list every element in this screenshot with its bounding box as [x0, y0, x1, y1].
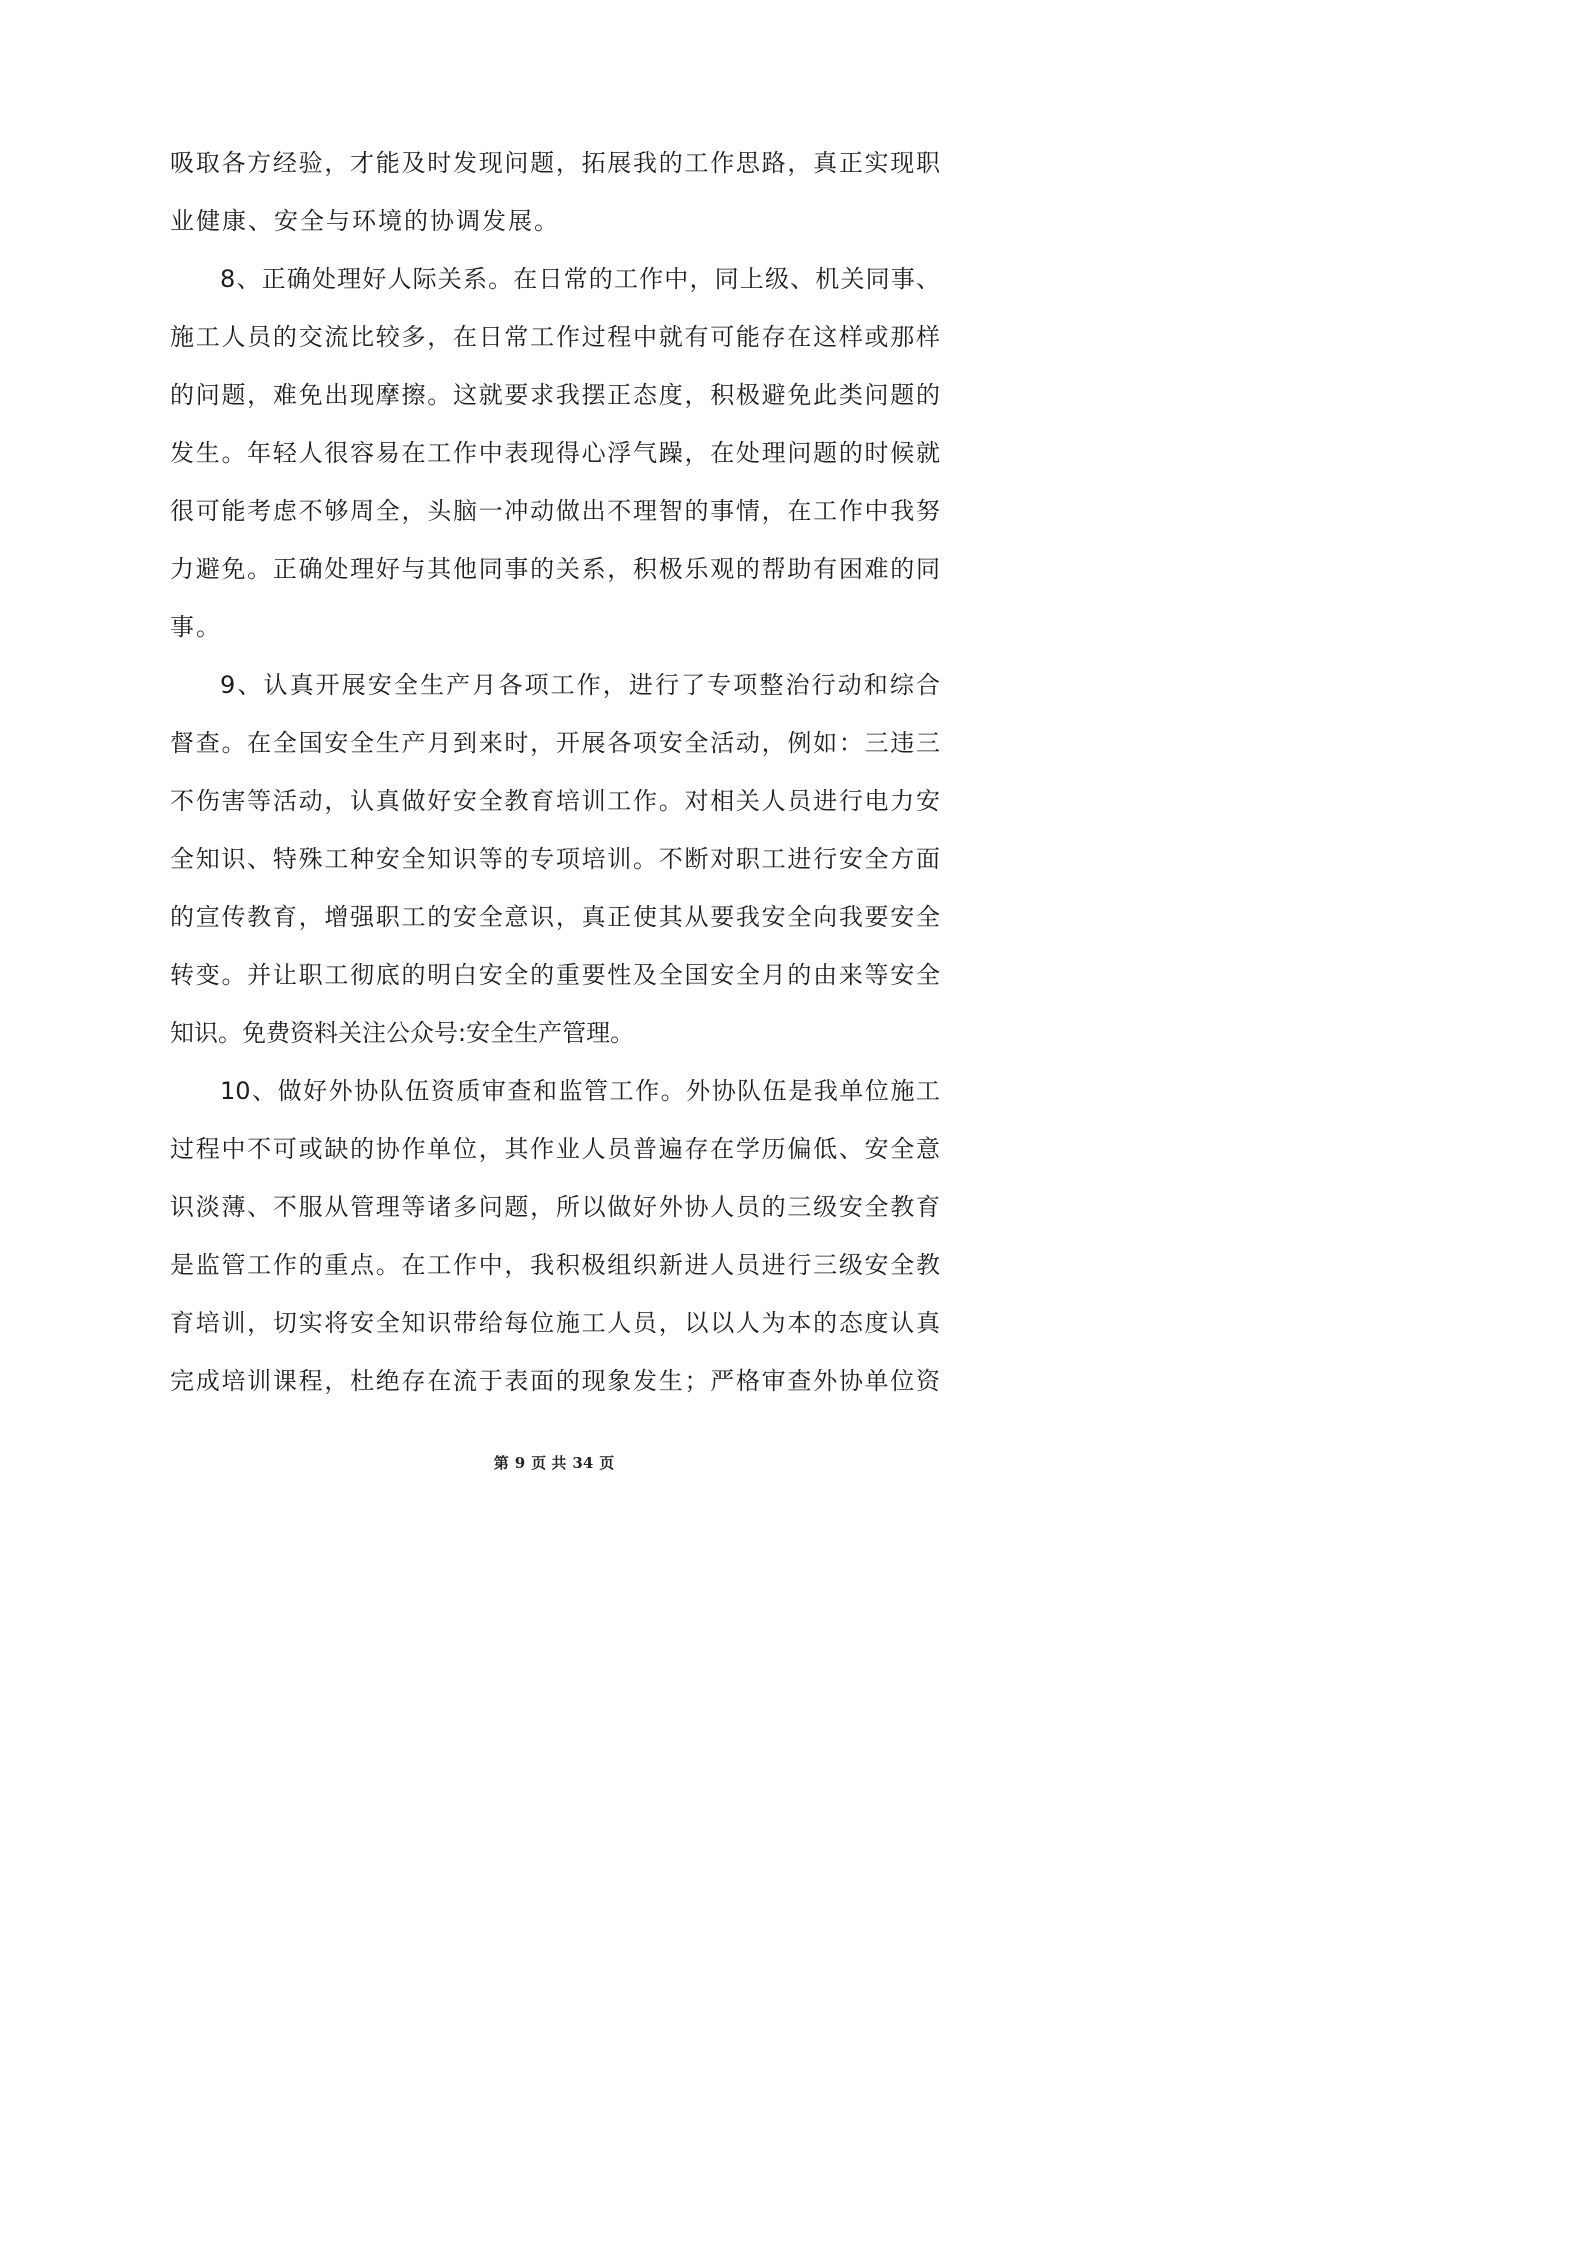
text-line: 的问题，难免出现摩擦。这就要求我摆正态度，积极避免此类问题的: [170, 381, 940, 409]
text-line: 完成培训课程，杜绝存在流于表面的现象发生；严格审查外协单位资: [170, 1367, 940, 1395]
text-line: 的宣传教育，增强职工的安全意识，真正使其从要我安全向我要安全: [170, 903, 940, 931]
paragraph-first-line: 8、正确处理好人际关系。在日常的工作中，同上级、机关同事、: [220, 265, 940, 293]
text-line: 不伤害等活动，认真做好安全教育培训工作。对相关人员进行电力安: [170, 787, 940, 815]
text-line: 识淡薄、不服从管理等诸多问题，所以做好外协人员的三级安全教育: [170, 1193, 940, 1221]
text-line: 施工人员的交流比较多，在日常工作过程中就有可能存在这样或那样: [170, 323, 940, 351]
text-line: 育培训，切实将安全知识带给每位施工人员，以以人为本的态度认真: [170, 1309, 940, 1337]
text-line: 力避免。正确处理好与其他同事的关系，积极乐观的帮助有困难的同: [170, 555, 940, 583]
paragraph-first-line: 9、认真开展安全生产月各项工作，进行了专项整治行动和综合: [220, 671, 940, 699]
text-line: 发生。年轻人很容易在工作中表现得心浮气躁，在处理问题的时候就: [170, 439, 940, 467]
page-footer: [0, 1452, 1108, 1473]
paragraph-first-line: 10、做好外协队伍资质审查和监管工作。外协队伍是我单位施工: [220, 1077, 940, 1105]
footer-suffix: 页: [599, 1454, 615, 1472]
total-pages-number: 34: [572, 1454, 594, 1472]
text-line: 是监管工作的重点。在工作中，我积极组织新进人员进行三级安全教: [170, 1251, 940, 1279]
text-line: 过程中不可或缺的协作单位，其作业人员普遍存在学历偏低、安全意: [170, 1135, 940, 1163]
document-page: [0, 0, 1108, 1567]
text-line: 事。: [170, 613, 222, 641]
text-line: 督查。在全国安全生产月到来时，开展各项安全活动，例如：三违三: [170, 729, 940, 757]
text-line: 很可能考虑不够周全，头脑一冲动做出不理智的事情，在工作中我努: [170, 497, 940, 525]
text-line: 吸取各方经验，才能及时发现问题，拓展我的工作思路，真正实现职: [170, 149, 940, 177]
footer-middle: 页 共: [531, 1454, 567, 1472]
text-line: 业健康、安全与环境的协调发展。: [170, 207, 560, 235]
text-line: 知识。免费资料关注公众号:安全生产管理。: [170, 1019, 635, 1047]
current-page-number: 9: [514, 1454, 526, 1472]
text-line: 转变。并让职工彻底的明白安全的重要性及全国安全月的由来等安全: [170, 961, 940, 989]
footer-prefix: 第: [493, 1454, 509, 1472]
text-line: 全知识、特殊工种安全知识等的专项培训。不断对职工进行安全方面: [170, 845, 940, 873]
